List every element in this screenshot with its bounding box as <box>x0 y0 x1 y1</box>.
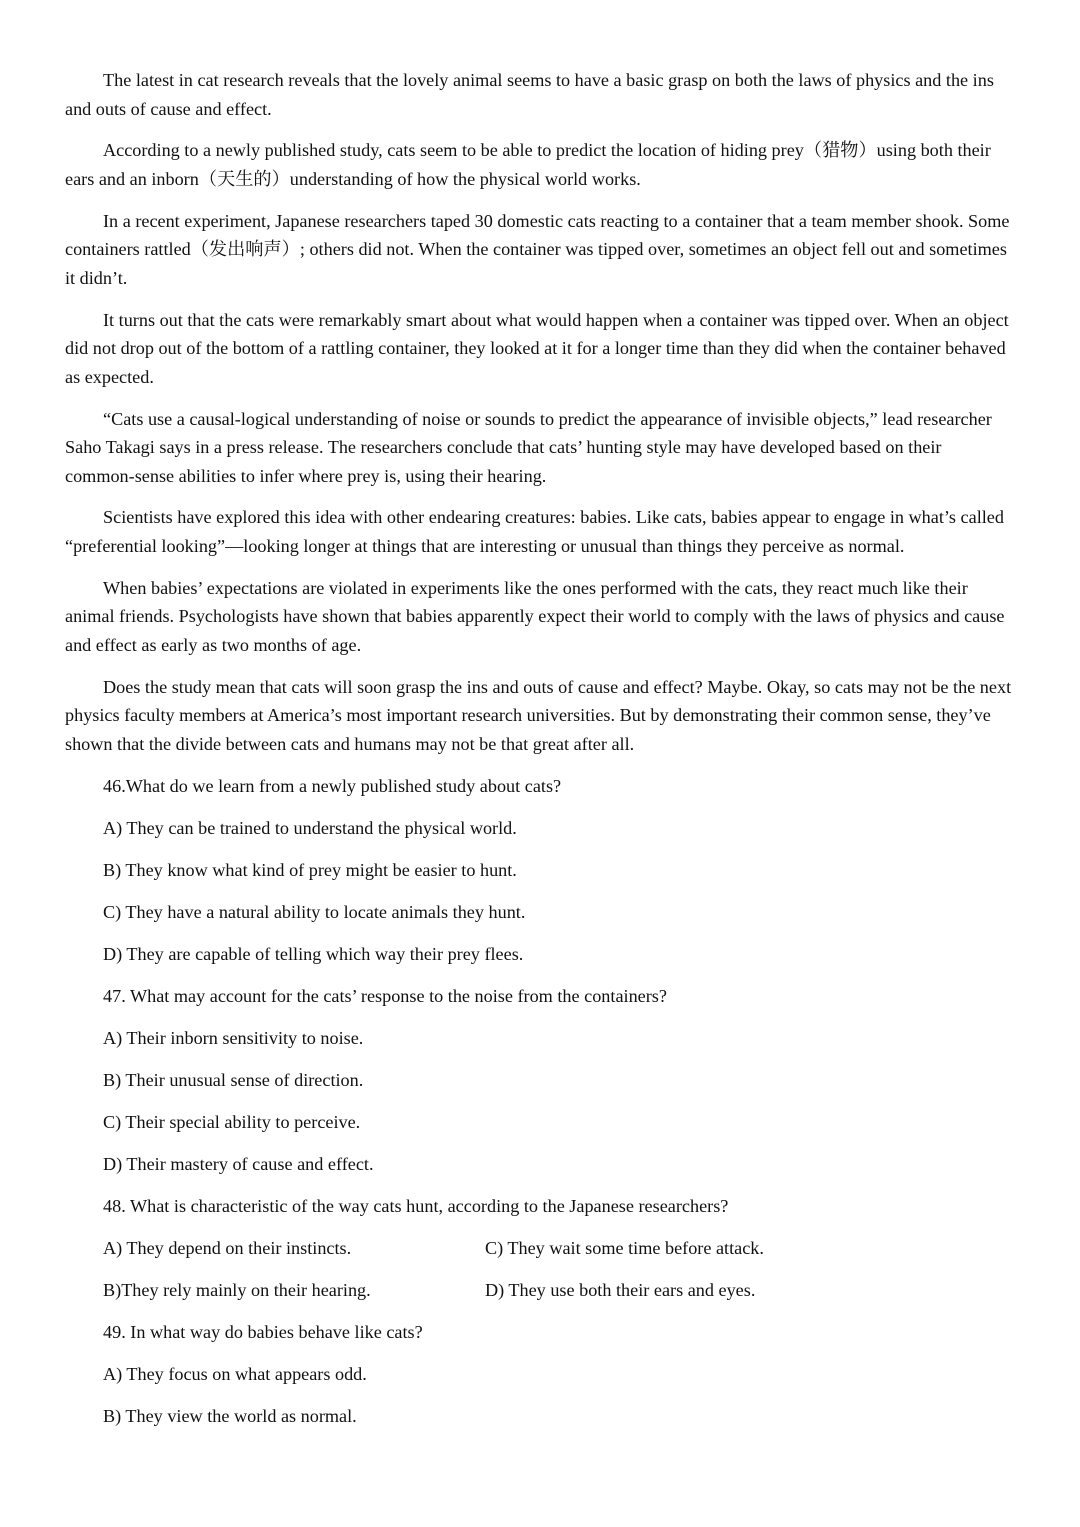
passage-paragraph-7: When babies’ expectations are violated in experiments like the ones performed with the cats, they react much like their animal friends. Psychologists have shown that babies apparently expect their world to comply with the laws of physics and cause and effect as early as two months of age. <box>65 577 1005 655</box>
question-49: 49. In what way do babies behave like cats? <box>103 1321 423 1342</box>
passage-paragraph-2: According to a newly published study, cats seem to be able to predict the location of hiding prey（猎物）using both their ears and an inborn（天生的）understanding of how the physical world works. <box>65 140 991 189</box>
question-48: 48. What is characteristic of the way cats hunt, according to the Japanese researchers? <box>103 1195 729 1216</box>
document-page <box>65 66 1015 1444</box>
passage-paragraph-3: In a recent experiment, Japanese researchers taped 30 domestic cats reacting to a container that a team member shook. Some containers rattled（发出响声）; others did not. When the container was tipped over, sometimes an object fell out and sometimes it didn’t. <box>65 210 1010 288</box>
q48-option-d: D) They use both their ears and eyes. <box>485 1279 756 1300</box>
q48-options-row-1 <box>65 1234 1015 1263</box>
q48-option-b: B)They rely mainly on their hearing. <box>103 1279 371 1300</box>
q46-option-a: A) They can be trained to understand the physical world. <box>103 817 517 838</box>
passage-paragraph-4: It turns out that the cats were remarkably smart about what would happen when a container was tipped over. When an object did not drop out of the bottom of a rattling container, they looked at it for a longer time than they did when the container behaved as expected. <box>65 309 1009 387</box>
q46-option-d: D) They are capable of telling which way their prey flees. <box>103 943 524 964</box>
passage-paragraph-6: Scientists have explored this idea with other endearing creatures: babies. Like cats, babies appear to engage in what’s called “preferential looking”—looking longer at things that are interesting or unusual than things they perceive as normal. <box>65 507 1004 556</box>
passage-paragraph-5: “Cats use a causal-logical understanding of noise or sounds to predict the appearance of invisible objects,” lead researcher Saho Takagi says in a press release. The researchers conclude that cats’ hunting style may have developed based on their common-sense abilities to infer where prey is, using their hearing. <box>65 408 992 486</box>
question-47: 47. What may account for the cats’ response to the noise from the containers? <box>103 985 667 1006</box>
passage-paragraph-8: Does the study mean that cats will soon grasp the ins and outs of cause and effect? Maybe. Okay, so cats may not be the next physics faculty members at America’s most important research universities. But by demonstrating their common sense, they’ve shown that the divide between cats and humans may not be that great after all. <box>65 676 1012 754</box>
q47-option-b: B) Their unusual sense of direction. <box>103 1069 364 1090</box>
q49-option-a: A) They focus on what appears odd. <box>103 1363 367 1384</box>
q48-option-c: C) They wait some time before attack. <box>485 1237 764 1258</box>
q46-option-c: C) They have a natural ability to locate animals they hunt. <box>103 901 526 922</box>
q47-option-d: D) Their mastery of cause and effect. <box>103 1153 374 1174</box>
passage-paragraph-1: The latest in cat research reveals that the lovely animal seems to have a basic grasp on both the laws of physics and the ins and outs of cause and effect. <box>65 70 994 119</box>
question-46: 46.What do we learn from a newly published study about cats? <box>103 775 562 796</box>
q48-option-a: A) They depend on their instincts. <box>103 1237 352 1258</box>
q49-option-b: B) They view the world as normal. <box>103 1405 357 1426</box>
q47-option-a: A) Their inborn sensitivity to noise. <box>103 1027 364 1048</box>
q48-options-row-2 <box>65 1276 1015 1305</box>
q46-option-b: B) They know what kind of prey might be easier to hunt. <box>103 859 517 880</box>
q47-option-c: C) Their special ability to perceive. <box>103 1111 361 1132</box>
